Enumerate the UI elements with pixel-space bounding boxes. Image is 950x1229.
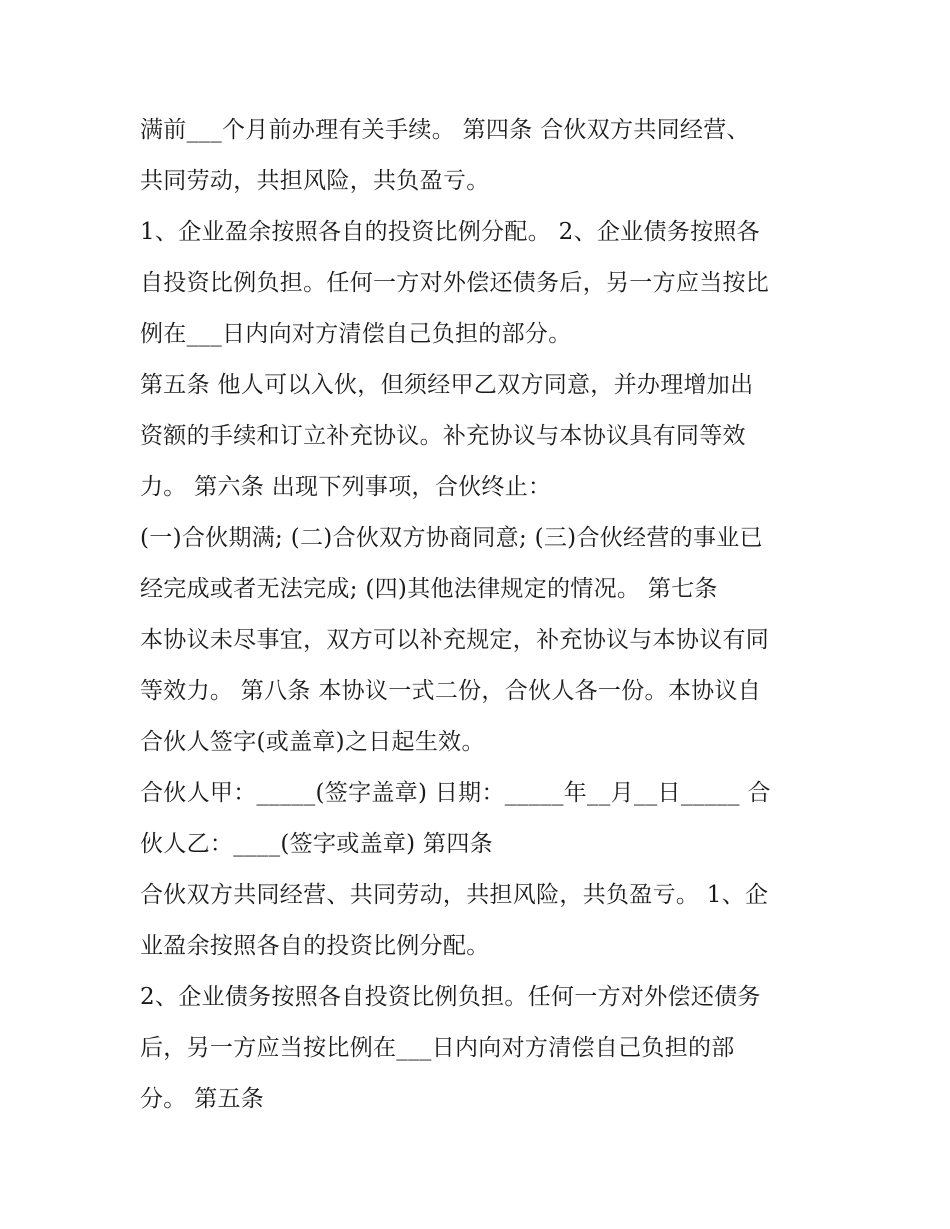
text-line: 满前___个月前办理有关手续。 第四条 合伙双方共同经营、 (140, 117, 750, 143)
text-line: 后，另一方应当按比例在___日内向对方清偿自己负担的部 (140, 1035, 735, 1061)
text-line: 力。 第六条 出现下列事项，合伙终止： (140, 474, 552, 500)
text-line: 经完成或者无法完成; (四)其他法律规定的情况。 第七条 (140, 576, 718, 602)
text-line: 共同劳动，共担风险，共负盈亏。 (140, 168, 490, 194)
text-line: 合伙双方共同经营、共同劳动，共担风险，共负盈亏。 1、企 (140, 882, 769, 908)
text-line: 例在___日内向对方清偿自己负担的部分。 (140, 321, 572, 347)
text-line: (一)合伙期满; (二)合伙双方协商同意; (三)合伙经营的事业已 (140, 525, 763, 551)
text-line: 2、企业债务按照各自投资比例负担。任何一方对外偿还债务 (140, 984, 761, 1010)
text-line: 第五条 他人可以入伙，但须经甲乙双方同意，并办理增加出 (140, 372, 754, 398)
document-body (140, 105, 830, 1125)
text-line: 分。 第五条 (140, 1086, 265, 1112)
text-line: 业盈余按照各自的投资比例分配。 (140, 933, 490, 959)
text-line: 资额的手续和订立补充协议。补充协议与本协议具有同等效 (140, 423, 746, 449)
text-line: 等效力。 第八条 本协议一式二份，合伙人各一份。本协议自 (140, 678, 762, 704)
text-line: 自投资比例负担。任何一方对外偿还债务后，另一方应当按比 (140, 270, 770, 296)
text-line: 1、企业盈余按照各自的投资比例分配。 2、企业债务按照各 (140, 219, 760, 245)
text-line: 本协议未尽事宜，双方可以补充规定，补充协议与本协议有同 (140, 627, 770, 653)
text-line: 合伙人签字(或盖章)之日起生效。 (140, 729, 485, 755)
text-line: 伙人乙：____(签字或盖章) 第四条 (140, 831, 493, 857)
text-line: 合伙人甲：_____(签字盖章) 日期：_____年__月__日_____ 合 (140, 780, 771, 806)
